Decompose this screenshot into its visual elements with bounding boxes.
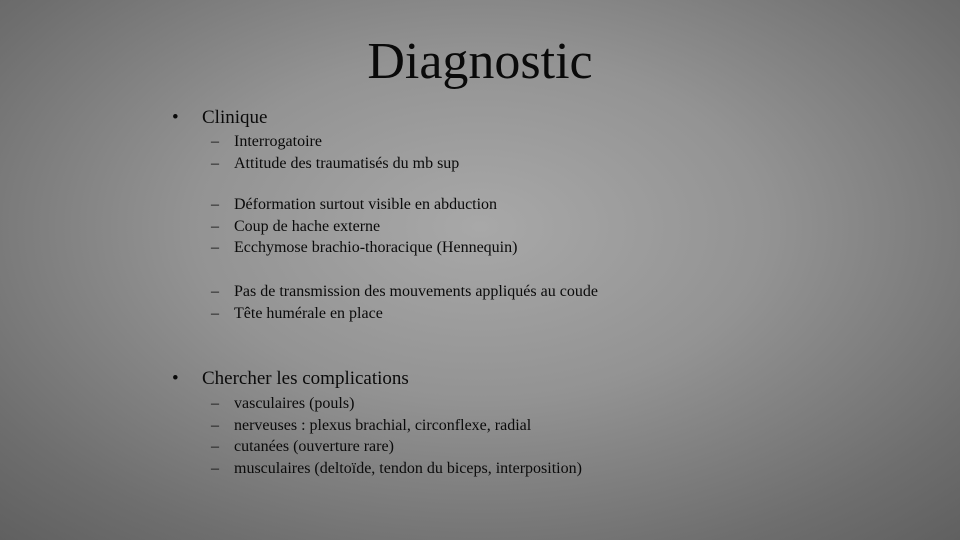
sub-item bbox=[211, 415, 582, 437]
sub-group-1 bbox=[211, 131, 459, 174]
dash: – bbox=[211, 154, 219, 172]
dash: – bbox=[211, 283, 219, 300]
sub-item bbox=[211, 237, 517, 259]
bullet-dot: • bbox=[172, 368, 179, 389]
dash: – bbox=[211, 459, 219, 477]
bullet-dot: • bbox=[172, 107, 179, 128]
dash: – bbox=[211, 133, 219, 150]
dash: – bbox=[211, 416, 219, 434]
bullet-complications bbox=[172, 368, 409, 390]
sub-item-text: musculaires (deltoïde, tendon du biceps, interposition) bbox=[234, 459, 582, 477]
sub-item-text: Pas de transmission des mouvements appliqués au coude bbox=[234, 283, 598, 300]
sub-item-text: Ecchymose brachio-thoracique (Hennequin) bbox=[234, 239, 518, 256]
bullet-label: Chercher les complications bbox=[202, 368, 409, 389]
sub-item bbox=[211, 393, 582, 415]
sub-item bbox=[211, 303, 598, 325]
sub-group-3 bbox=[211, 281, 598, 324]
sub-item-text: Interrogatoire bbox=[234, 133, 322, 150]
sub-item-text: Déformation surtout visible en abduction bbox=[234, 196, 498, 213]
sub-group-complications bbox=[211, 393, 582, 479]
sub-item bbox=[211, 153, 459, 175]
dash: – bbox=[211, 196, 219, 213]
dash: – bbox=[211, 304, 219, 322]
sub-item bbox=[211, 458, 582, 480]
dash: – bbox=[211, 438, 219, 455]
sub-group-2 bbox=[211, 194, 517, 259]
bullet-label: Clinique bbox=[202, 107, 268, 128]
sub-item-text: cutanées (ouverture rare) bbox=[234, 438, 394, 455]
slide-title bbox=[0, 30, 960, 94]
sub-item bbox=[211, 194, 517, 216]
slide-title-text: Diagnostic bbox=[367, 33, 593, 90]
dash: – bbox=[211, 395, 219, 412]
sub-item bbox=[211, 216, 517, 238]
bullet-clinique bbox=[172, 107, 267, 129]
sub-item-text: Tête humérale en place bbox=[234, 304, 383, 322]
sub-item-text: vasculaires (pouls) bbox=[234, 395, 355, 412]
dash: – bbox=[211, 217, 219, 235]
sub-item bbox=[211, 131, 459, 153]
sub-item-text: Coup de hache externe bbox=[234, 217, 381, 235]
sub-item-text: nerveuses : plexus brachial, circonflexe, radial bbox=[234, 416, 532, 434]
sub-item bbox=[211, 281, 598, 303]
dash: – bbox=[211, 239, 219, 256]
sub-item-text: Attitude des traumatisés du mb sup bbox=[234, 154, 460, 172]
sub-item bbox=[211, 436, 582, 458]
